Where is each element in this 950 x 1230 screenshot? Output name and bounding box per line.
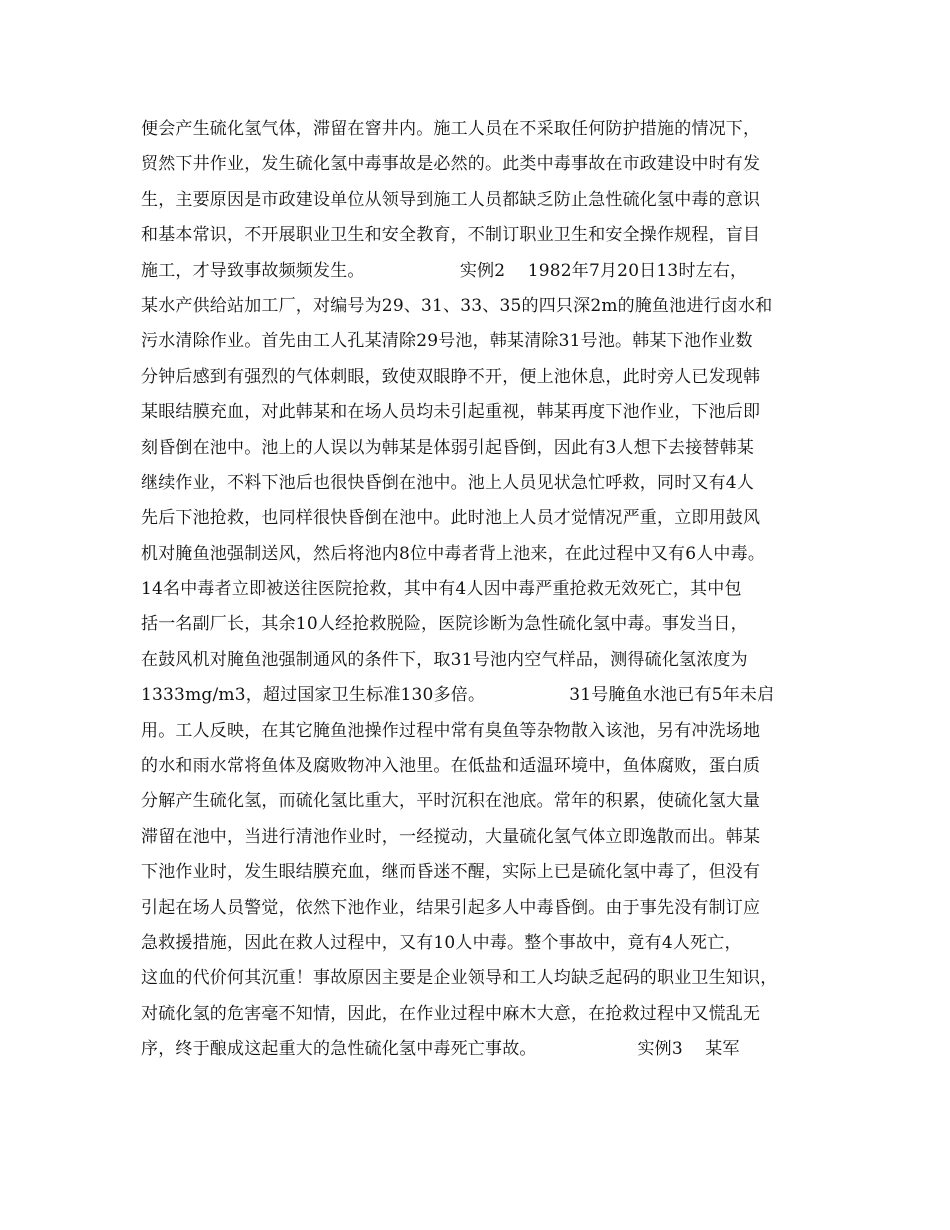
body-text — [141, 112, 831, 1068]
text-line: 下池作业时，发生眼结膜充血，继而昏迷不醒，实际上已是硫化氢中毒了，但没有 — [141, 862, 761, 883]
text-line: 用。工人反映，在其它腌鱼池操作过程中常有臭鱼等杂物散入该池，另有冲洗场地 — [141, 720, 761, 741]
text-line: 某眼结膜充血，对此韩某和在场人员均未引起重视，韩某再度下池作业，下池后即 — [141, 402, 761, 423]
text-line: 和基本常识，不开展职业卫生和安全教育，不制订职业卫生和安全操作规程，盲目 — [141, 225, 761, 246]
text-line: 生，主要原因是市政建设单位从领导到施工人员都缺乏防止急性硫化氢中毒的意识 — [141, 189, 761, 210]
text-line: 先后下池抢救，也同样很快昏倒在池中。此时池上人员才觉情况严重，立即用鼓风 — [141, 508, 761, 529]
text-line: 继续作业，不料下池后也很快昏倒在池中。池上人员见状急忙呼救，同时又有4人 — [141, 472, 755, 493]
text-line: 1333mg/m3，超过国家卫生标准130多倍。 31号腌鱼水池已有5年未启 — [141, 685, 775, 706]
text-line: 这血的代价何其沉重！事故原因主要是企业领导和工人均缺乏起码的职业卫生知识， — [141, 968, 778, 989]
text-line: 贸然下井作业，发生硫化氢中毒事故是必然的。此类中毒事故在市政建设中时有发 — [141, 154, 761, 175]
text-line: 污水清除作业。首先由工人孔某清除29号池，韩某清除31号池。韩某下池作业数 — [141, 331, 753, 352]
text-line: 14名中毒者立即被送往医院抢救，其中有4人因中毒严重抢救无效死亡，其中包 — [141, 579, 742, 600]
text-line: 对硫化氢的危害毫不知情，因此，在作业过程中麻木大意，在抢救过程中又慌乱无 — [141, 1003, 761, 1024]
text-line: 分解产生硫化氢，而硫化氢比重大，平时沉积在池底。常年的积累，使硫化氢大量 — [141, 791, 761, 812]
text-line: 便会产生硫化氢气体，滞留在窨井内。施工人员在不采取任何防护措施的情况下， — [141, 119, 761, 139]
text-line: 序，终于酿成这起重大的急性硫化氢中毒死亡事故。 实例3 某军 — [141, 1039, 740, 1060]
text-line: 分钟后感到有强烈的气体刺眼，致使双眼睁不开，便上池休息，此时旁人已发现韩 — [141, 366, 761, 387]
text-line: 某水产供给站加工厂，对编号为29、31、33、35的四只深2m的腌鱼池进行卤水和 — [141, 295, 773, 316]
text-line: 施工，才导致事故频频发生。 实例2 1982年7月20日13时左右， — [141, 260, 748, 281]
text-line: 刻昏倒在池中。池上的人误以为韩某是体弱引起昏倒，因此有3人想下去接替韩某 — [141, 437, 755, 458]
text-line: 滞留在池中，当进行清池作业时，一经搅动，大量硫化氢气体立即逸散而出。韩某 — [141, 826, 761, 847]
text-line: 在鼓风机对腌鱼池强制通风的条件下，取31号池内空气样品，测得硫化氢浓度为 — [141, 649, 748, 670]
text-line: 的水和雨水常将鱼体及腐败物冲入池里。在低盐和适温环境中，鱼体腐败，蛋白质 — [141, 756, 761, 777]
text-line: 括一名副厂长，其余10人经抢救脱险，医院诊断为急性硫化氢中毒。事发当日， — [141, 614, 748, 635]
text-line: 引起在场人员警觉，依然下池作业，结果引起多人中毒昏倒。由于事先没有制订应 — [141, 897, 761, 918]
text-line: 急救援措施，因此在救人过程中，又有10人中毒。整个事故中，竟有4人死亡， — [141, 932, 742, 953]
text-line: 机对腌鱼池强制送风，然后将池内8位中毒者背上池来，在此过程中又有6人中毒。 — [141, 543, 766, 564]
